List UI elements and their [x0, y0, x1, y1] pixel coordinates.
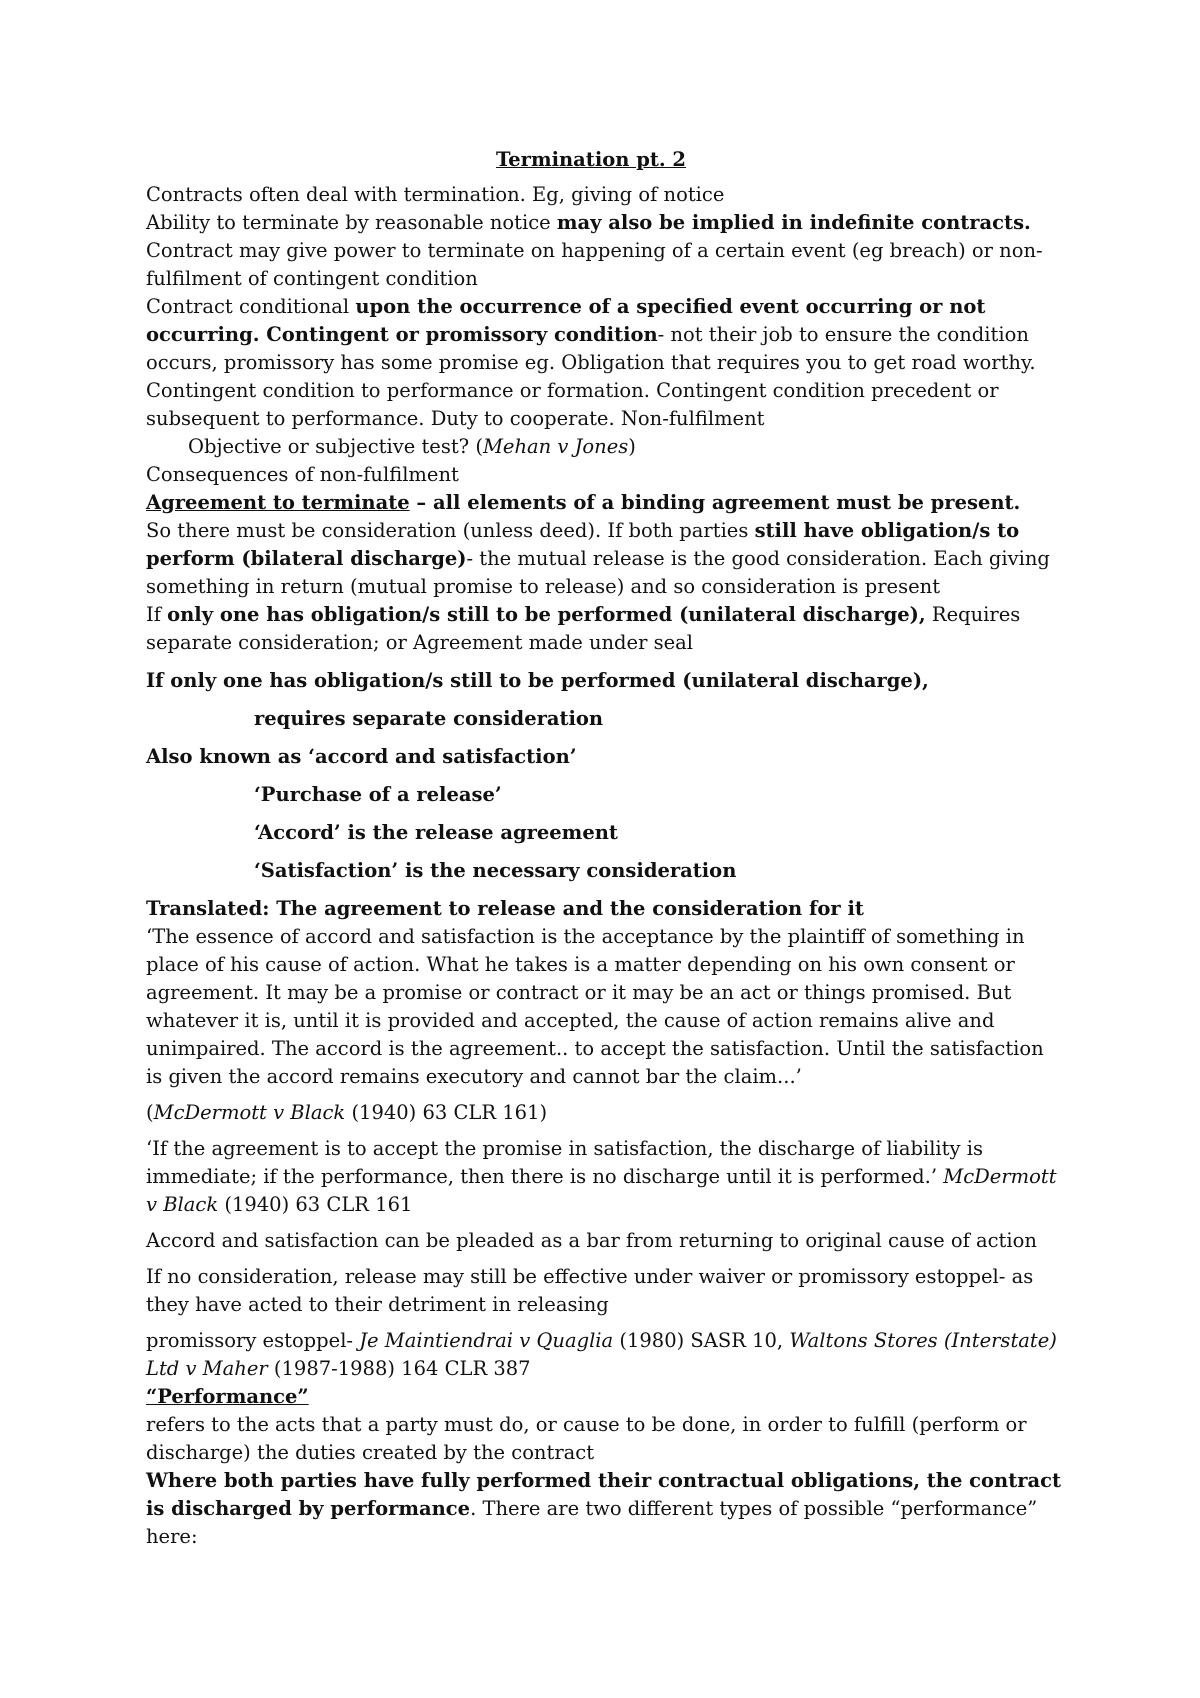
text-run: Contract may give power to terminate on happening of a certain event (eg breach) or non-fulfilment of contingent condition — [146, 239, 1043, 290]
text-run: . There are two different types of possible “performance” here: — [146, 1497, 1038, 1548]
paragraph — [146, 461, 1066, 489]
paragraph — [146, 1467, 1066, 1551]
document-body — [146, 146, 1066, 1551]
text-run: ) — [628, 435, 636, 458]
text-run: (1940) 63 CLR 161 — [218, 1193, 413, 1216]
text-run: Accord and satisfaction can be pleaded as a bar from returning to original cause of action — [146, 1229, 1037, 1252]
case-name: Mehan v Jones — [482, 435, 629, 458]
paragraph — [146, 705, 1066, 733]
paragraph — [146, 819, 1066, 847]
paragraph — [146, 781, 1066, 809]
bold-run: only one has obligation/s still to be performed (unilateral discharge), — [167, 603, 926, 626]
paragraph — [146, 895, 1066, 923]
text-run: Contract conditional — [146, 295, 356, 318]
paragraph — [146, 237, 1066, 293]
text-run: (1980) SASR 10, — [613, 1329, 790, 1352]
bold-run: ‘Satisfaction’ is the necessary consideration — [254, 859, 737, 882]
page-title: Termination pt. 2 — [496, 148, 686, 171]
paragraph — [146, 857, 1066, 885]
text-run: (1987-1988) 164 CLR 387 — [267, 1357, 531, 1380]
text-run: Requires separate consideration; or Agreement made under seal — [146, 603, 1021, 654]
paragraph — [146, 667, 1066, 695]
text-run: Consequences of non-fulfilment — [146, 463, 459, 486]
bold-run: ‘Purchase of a release’ — [254, 783, 502, 806]
bold-run: Translated: The agreement to release and the consideration for it — [146, 897, 864, 920]
bold-run: Also known as ‘accord and satisfaction’ — [146, 745, 577, 768]
bold-run: – all elements of a binding agreement must be present. — [409, 491, 1021, 514]
paragraph — [146, 1411, 1066, 1467]
paragraph — [146, 209, 1066, 237]
text-run: refers to the acts that a party must do, or cause to be done, in order to fulfill (perform or discharge) the duties created by the contract — [146, 1413, 1027, 1464]
paragraph — [146, 1327, 1066, 1383]
bold-run: may also be implied in indefinite contracts. — [556, 211, 1031, 234]
bold-run: Where both parties have fully performed their contractual obligations, the contract is discharged by performance — [146, 1469, 1062, 1520]
text-run: ‘The essence of accord and satisfaction is the acceptance by the plaintiff of something in place of his cause of action. What he takes is a matter depending on his own consent or agreement. It may be a promise or contract or it may be an act or things promised. But whatever it is, until it is provided and accepted, the cause of action remains alive and unimpaired. The accord is the agreement.. to accept the satisfaction. Until the satisfaction is given the accord remains executory and cannot bar the claim...’ — [146, 925, 1044, 1088]
text-run: ( — [146, 1101, 154, 1124]
bold-run: ‘Accord’ is the release agreement — [254, 821, 618, 844]
case-name: Waltons Stores (Interstate) Ltd v Maher — [146, 1329, 1057, 1380]
text-run: Ability to terminate by reasonable notice — [146, 211, 557, 234]
bold-run: upon the occurrence of a specified event occurring or not occurring — [146, 295, 986, 346]
bold-run: still have obligation/s to perform (bilateral discharge) — [146, 519, 1020, 570]
section-heading — [146, 489, 1066, 517]
paragraph — [146, 1227, 1066, 1255]
paragraph — [146, 293, 1066, 433]
heading-underlined: “Performance” — [146, 1385, 309, 1408]
quote-paragraph — [146, 923, 1066, 1091]
text-run: (1940) 63 CLR 161) — [345, 1101, 548, 1124]
paragraph — [146, 1263, 1066, 1319]
text-run: If — [146, 603, 168, 626]
text-run: - not their job to ensure the condition occurs, promissory has some promise eg. Obligation that requires you to get road worthy. Contingent condition to performance or formation. Contingent condition precedent or subsequent to performance. Duty to cooperate. Non-fulfilment — [146, 323, 1036, 430]
quote-paragraph — [146, 1135, 1066, 1219]
text-run: Contracts often deal with termination. Eg, giving of notice — [146, 183, 725, 206]
bold-run: If only one has obligation/s still to be performed (unilateral discharge), — [146, 669, 929, 692]
heading-underlined: Agreement to terminate — [146, 491, 410, 514]
text-run: - the mutual release is the good consideration. Each giving something in return (mutual promise to release) and so consideration is present — [146, 547, 1050, 598]
case-name: McDermott v Black — [146, 1165, 1057, 1216]
text-run: So there must be consideration (unless deed). If both parties — [146, 519, 755, 542]
bold-run: requires separate consideration — [254, 707, 604, 730]
paragraph — [146, 181, 1066, 209]
text-run: ‘If the agreement is to accept the promise in satisfaction, the discharge of liability is immediate; if the performance, then there is no discharge until it is performed.’ — [146, 1137, 983, 1188]
text-run: If no consideration, release may still be effective under waiver or promissory estoppel- as they have acted to their detriment in releasing — [146, 1265, 1034, 1316]
case-name: McDermott v Black — [153, 1101, 346, 1124]
text-run: Objective or subjective test? ( — [188, 435, 483, 458]
text-run: promissory estoppel- — [146, 1329, 360, 1352]
citation — [146, 1099, 1066, 1127]
paragraph — [146, 743, 1066, 771]
bold-run: . — [252, 323, 267, 346]
section-heading — [146, 1383, 1066, 1411]
bold-run: Contingent or promissory condition — [266, 323, 658, 346]
paragraph — [146, 517, 1066, 601]
case-name: Je Maintiendrai v Quaglia — [359, 1329, 614, 1352]
paragraph — [146, 601, 1066, 657]
paragraph — [146, 433, 1066, 461]
